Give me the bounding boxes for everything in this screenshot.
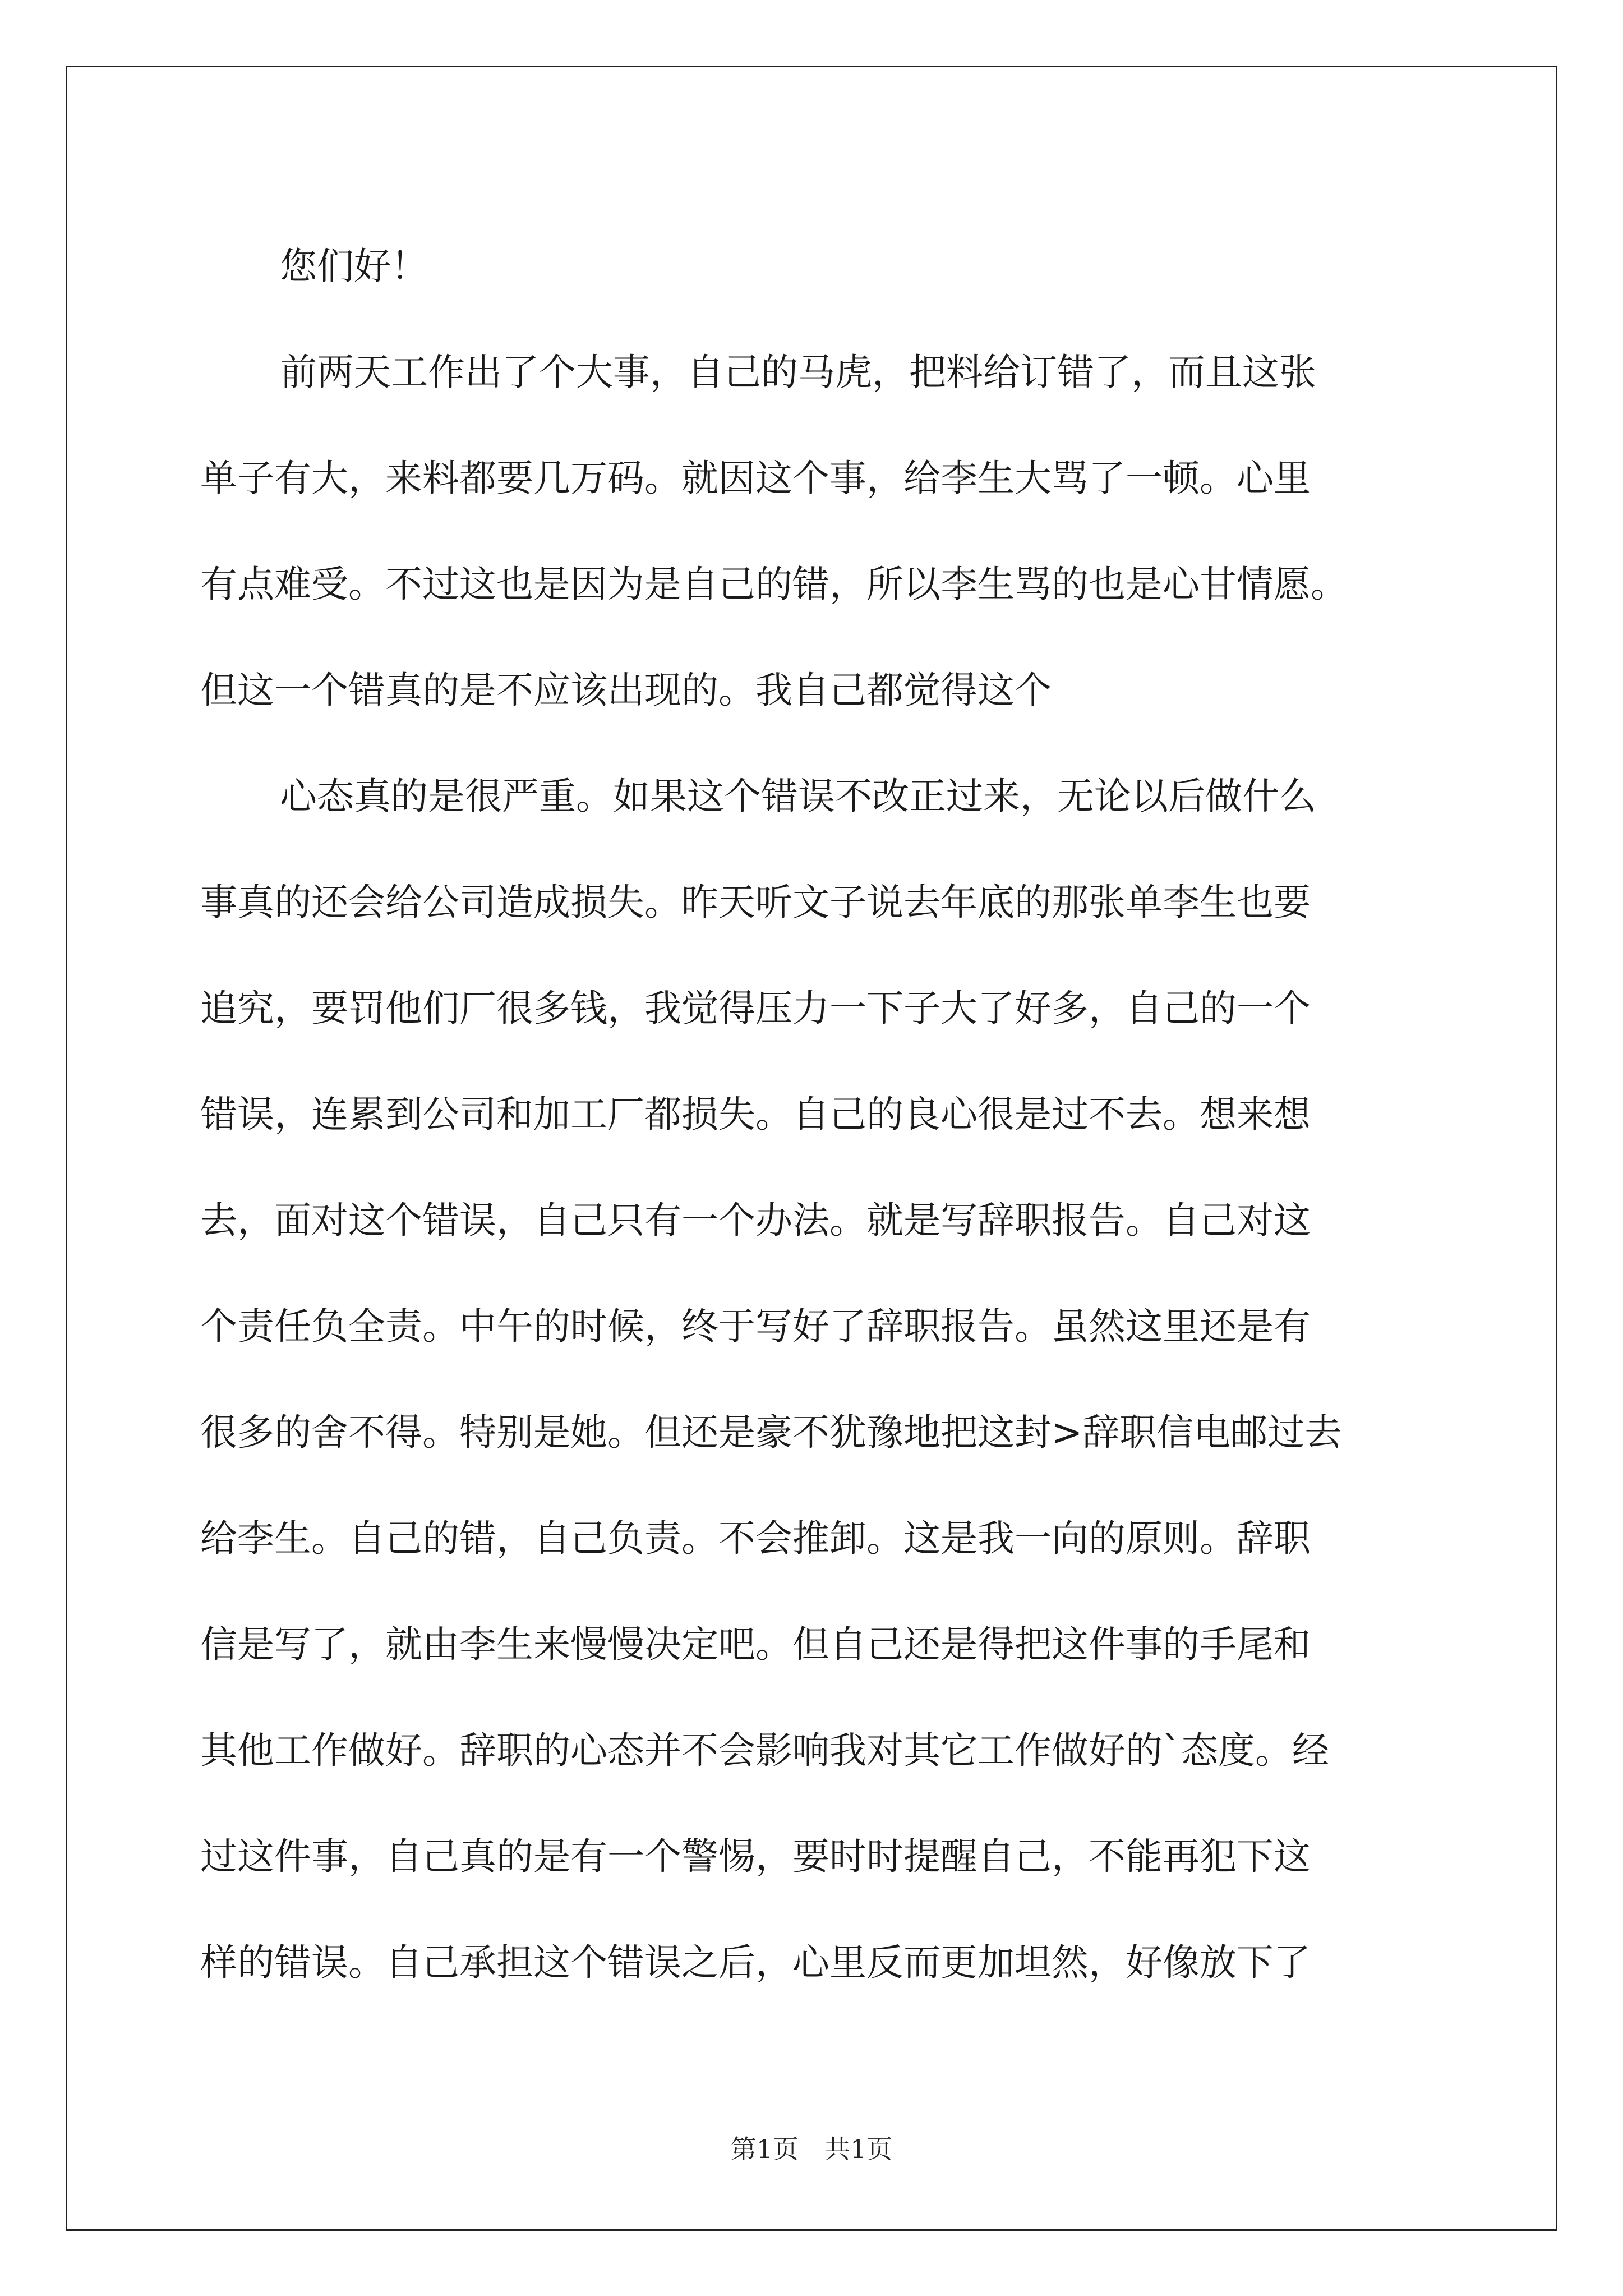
- text-line: 个责任负全责。中午的时候，终于写好了辞职报告。虽然这里还是有: [200, 1305, 1311, 1348]
- document-body: [200, 213, 1434, 2016]
- text-line: 过这件事，自己真的是有一个警惕，要时时提醒自己，不能再犯下这: [200, 1835, 1311, 1878]
- text-line: 信是写了，就由李生来慢慢决定吧。但自己还是得把这件事的手尾和: [200, 1623, 1311, 1666]
- text-line: 事真的还会给公司造成损失。昨天听文子说去年底的那张单李生也要: [200, 881, 1311, 924]
- greeting-line: 您们好！: [280, 245, 428, 288]
- text-line: 很多的舍不得。特别是她。但还是豪不犹豫地把这封>辞职信电邮过去: [200, 1411, 1342, 1454]
- page-footer: 第1页 共1页: [730, 2134, 893, 2164]
- text-line: 前两天工作出了个大事，自己的马虎，把料给订错了，而且这张: [280, 351, 1316, 394]
- text-line: 错误，连累到公司和加工厂都损失。自己的良心很是过不去。想来想: [200, 1093, 1311, 1136]
- text-line: 给李生。自己的错，自己负责。不会推卸。这是我一向的原则。辞职: [200, 1517, 1311, 1560]
- text-line: 单子有大，来料都要几万码。就因这个事，给李生大骂了一顿。心里: [200, 457, 1311, 500]
- text-line: 其他工作做好。辞职的心态并不会影响我对其它工作做好的`态度。经: [200, 1729, 1329, 1772]
- text-line: 去，面对这个错误，自己只有一个办法。就是写辞职报告。自己对这: [200, 1199, 1311, 1242]
- text-line: 心态真的是很严重。如果这个错误不改正过来，无论以后做什么: [280, 775, 1316, 818]
- text-line: 有点难受。不过这也是因为是自己的错，所以李生骂的也是心甘情愿。: [200, 563, 1348, 606]
- text-line: 样的错误。自己承担这个错误之后，心里反而更加坦然，好像放下了: [200, 1941, 1311, 1984]
- text-line: 但这一个错真的是不应该出现的。我自己都觉得这个: [200, 669, 1052, 712]
- text-line: 追究，要罚他们厂很多钱，我觉得压力一下子大了好多，自己的一个: [200, 987, 1311, 1030]
